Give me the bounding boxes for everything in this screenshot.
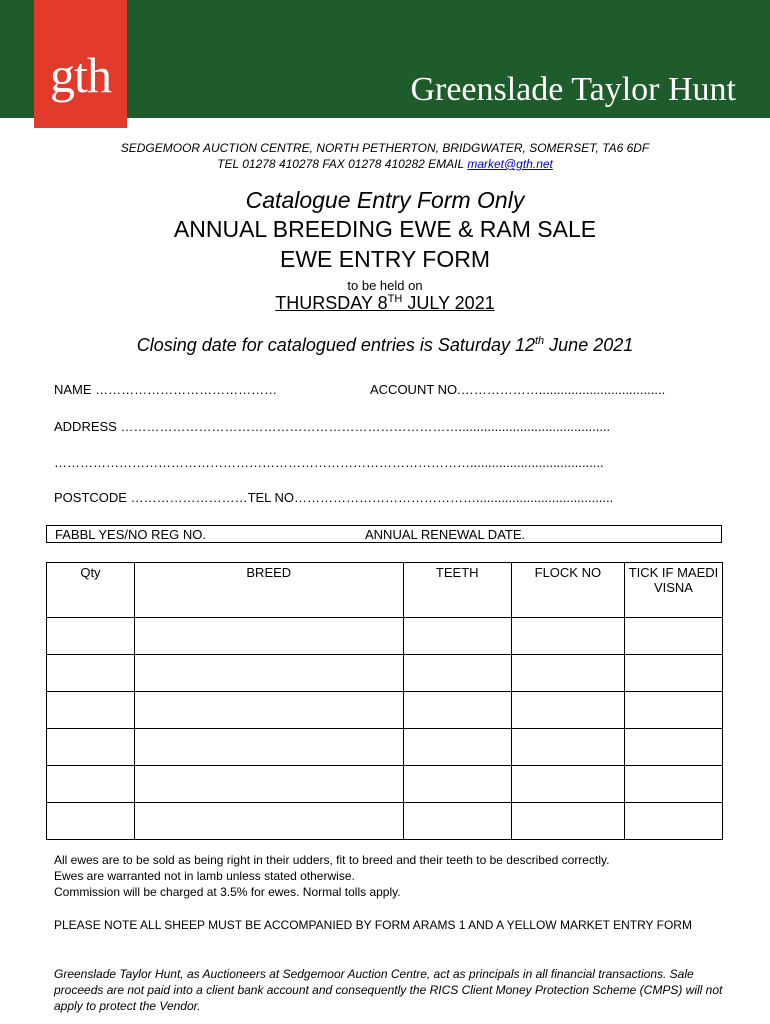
table-cell[interactable] — [134, 618, 403, 655]
table-cell[interactable] — [511, 729, 624, 766]
table-row — [47, 766, 723, 803]
account-field[interactable]: ACCOUNT NO.………………................................... — [370, 382, 666, 397]
table-cell[interactable] — [624, 692, 722, 729]
fabbl-row — [46, 525, 722, 543]
date-post: JULY 2021 — [402, 293, 495, 313]
address-field-line2[interactable]: ……………………………………………………………………………………..................................... — [54, 455, 604, 470]
email-link[interactable]: market@gth.net — [467, 157, 553, 171]
date-sup: TH — [387, 293, 403, 305]
table-cell[interactable] — [624, 618, 722, 655]
table-cell[interactable] — [511, 618, 624, 655]
table-cell[interactable] — [511, 803, 624, 840]
header-breed: BREED — [134, 563, 403, 618]
table-cell[interactable] — [403, 803, 511, 840]
table-cell[interactable] — [134, 655, 403, 692]
closing-post: June 2021 — [544, 335, 634, 355]
sale-title: ANNUAL BREEDING EWE & RAM SALE — [173, 216, 597, 242]
fabbl-label: FABBL YES/NO REG NO. — [55, 527, 206, 542]
table-cell[interactable] — [511, 692, 624, 729]
table-cell[interactable] — [403, 692, 511, 729]
logo-text: gth — [50, 47, 111, 103]
table-cell[interactable] — [47, 766, 135, 803]
closing-date — [0, 335, 770, 356]
table-cell[interactable] — [403, 618, 511, 655]
table-cell[interactable] — [47, 618, 135, 655]
held-on-text: to be held on — [347, 278, 423, 293]
table-cell[interactable] — [47, 655, 135, 692]
note-udders: All ewes are to be sold as being right in their udders, fit to breed and their teeth to be described correctly. — [54, 853, 610, 867]
table-row — [47, 655, 723, 692]
table-cell[interactable] — [134, 729, 403, 766]
table-cell[interactable] — [624, 729, 722, 766]
table-cell[interactable] — [511, 766, 624, 803]
renewal-label: ANNUAL RENEWAL DATE. — [365, 527, 526, 542]
address-field[interactable]: ADDRESS …………………………………………………………………….......................................... — [54, 419, 611, 434]
address-line: SEDGEMOOR AUCTION CENTRE, NORTH PETHERTON, BRIDGWATER, SOMERSET, TA6 6DF — [120, 141, 650, 155]
header-qty: Qty — [47, 563, 135, 618]
note-warranty: Ewes are warranted not in lamb unless stated otherwise. — [54, 869, 355, 883]
table-row — [47, 729, 723, 766]
catalogue-title: Catalogue Entry Form Only — [245, 187, 525, 213]
table-cell[interactable] — [403, 655, 511, 692]
table-row — [47, 618, 723, 655]
table-cell[interactable] — [624, 655, 722, 692]
table-cell[interactable] — [47, 692, 135, 729]
note-arams: PLEASE NOTE ALL SHEEP MUST BE ACCOMPANIED BY FORM ARAMS 1 AND A YELLOW MARKET ENTRY FORM — [54, 918, 692, 932]
table-cell[interactable] — [403, 766, 511, 803]
closing-pre: Closing date for catalogued entries is Saturday 12 — [136, 335, 535, 355]
table-cell[interactable] — [47, 803, 135, 840]
postcode-tel-field[interactable]: POSTCODE ………………………TEL NO……………………………………...................................... — [54, 490, 614, 505]
table-cell[interactable] — [134, 803, 403, 840]
closing-sup: th — [534, 335, 545, 347]
sale-date — [0, 293, 770, 314]
contact-text: TEL 01278 410278 FAX 01278 410282 EMAIL — [217, 157, 464, 171]
table-cell[interactable] — [624, 766, 722, 803]
company-name: Greenslade Taylor Hunt — [410, 71, 736, 108]
entries-table — [46, 562, 723, 840]
table-cell[interactable] — [47, 729, 135, 766]
note-commission: Commission will be charged at 3.5% for ewes. Normal tolls apply. — [54, 885, 401, 899]
table-cell[interactable] — [403, 729, 511, 766]
table-row — [47, 692, 723, 729]
name-field[interactable]: NAME …………………………………… — [54, 382, 278, 397]
date-pre: THURSDAY 8 — [275, 293, 388, 313]
table-cell[interactable] — [134, 692, 403, 729]
contact-line — [0, 157, 770, 171]
logo — [34, 0, 127, 128]
table-cell[interactable] — [624, 803, 722, 840]
note-cmps: Greenslade Taylor Hunt, as Auctioneers at Sedgemoor Auction Centre, act as principals in all financial transactions. Sale proceeds are not paid into a client bank account and consequently the RICS Client Money Protection Scheme (CMPS) will not apply to protect the Vendor. — [54, 967, 723, 1013]
form-title: EWE ENTRY FORM — [280, 246, 490, 272]
header-maedi-visna: TICK IF MAEDI VISNA — [624, 563, 722, 618]
table-cell[interactable] — [134, 766, 403, 803]
table-header-row — [47, 563, 723, 618]
table-row — [47, 803, 723, 840]
header-teeth: TEETH — [403, 563, 511, 618]
header-flock-no: FLOCK NO — [511, 563, 624, 618]
table-cell[interactable] — [511, 655, 624, 692]
